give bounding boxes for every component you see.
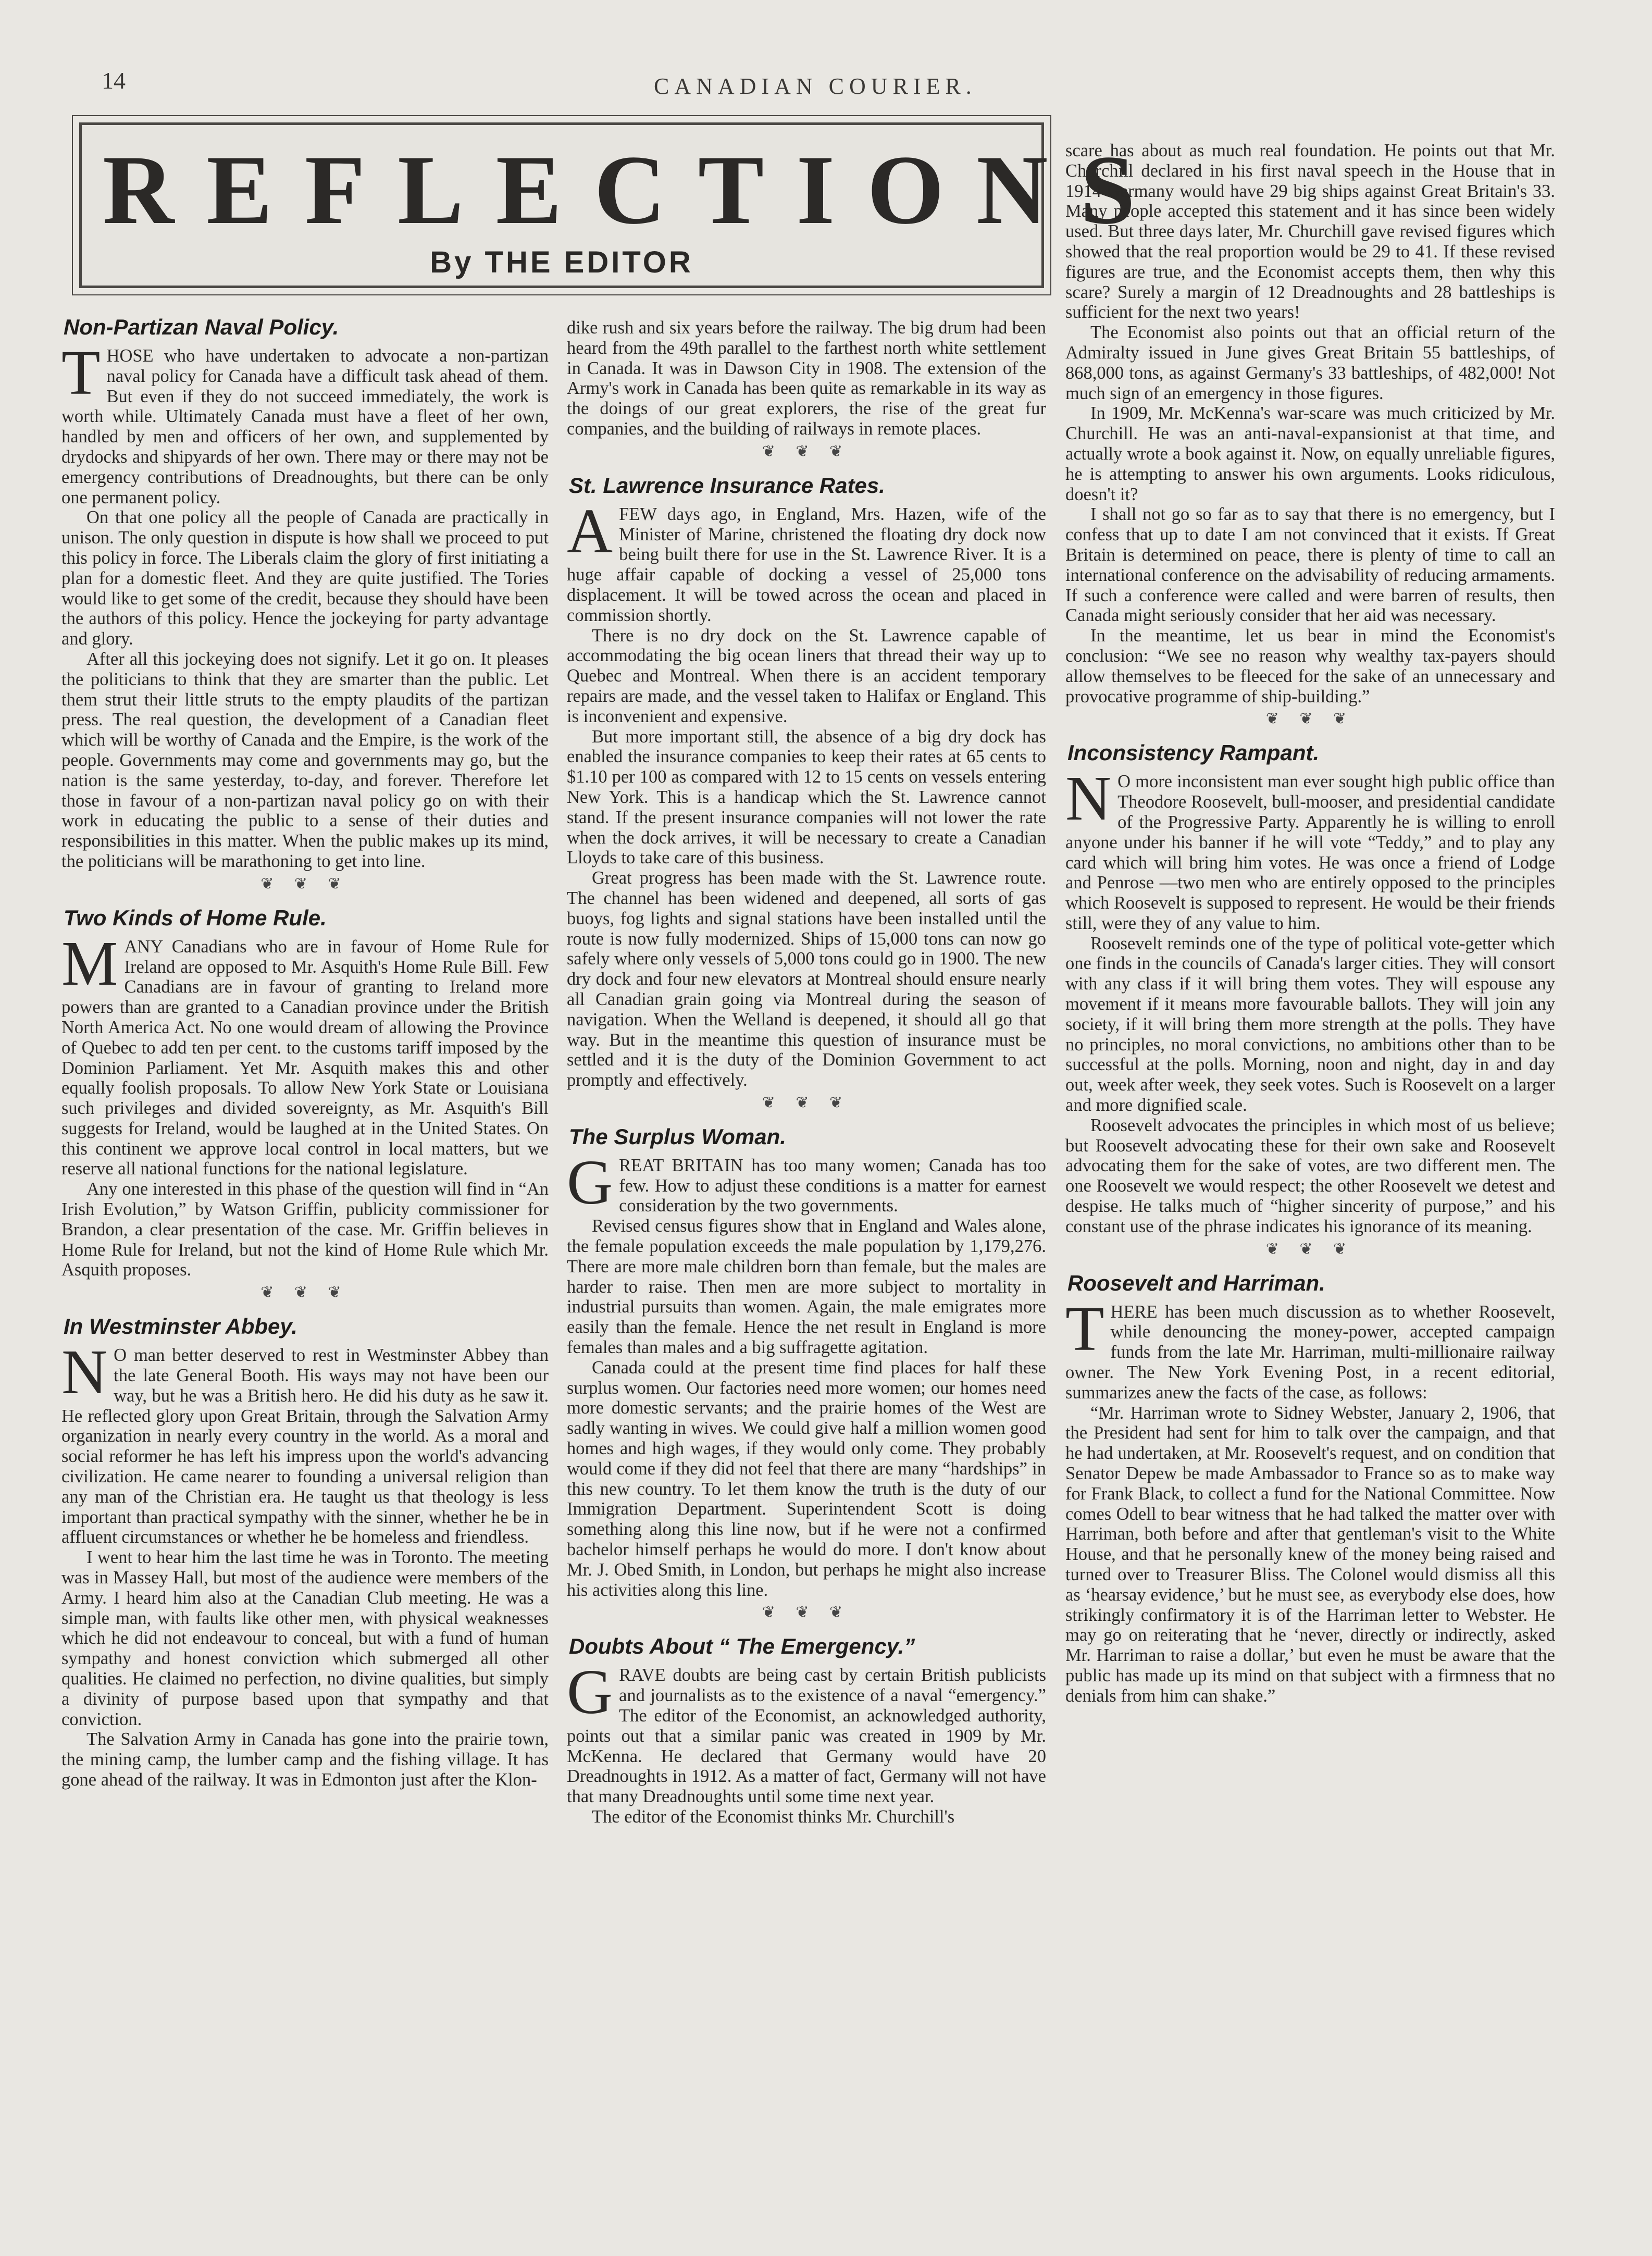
drop-cap: G (567, 1147, 613, 1218)
article-heading: Roosevelt and Harriman. (1067, 1270, 1325, 1295)
drop-cap: G (567, 1657, 613, 1728)
section-ornament: ❦ ❦ ❦ (260, 875, 350, 893)
article-paragraph (567, 1657, 1046, 1807)
article-paragraph (567, 495, 1046, 626)
paragraph-text: RAVE doubts are being cast by certain British publicists and journalists as to the existence of a naval “emergency.” The editor of the Economist, an acknowledged authority, points out that a similar panic was created in 1909 by Mr. McKenna. He declared that Germany would have 20 Dreadnoughts in 1912. As a matter of fact, Germany will not have that many Dreadnoughts until some time next year. (567, 1665, 1046, 1807)
article-paragraph: dike rush and six years before the railway. The big drum had been heard from the 49th parallel to the farthest north white settlement in Canada. It was in Dawson City in 1908. The extension of the Army's work in Canada has been quite as remarkable in its way as the doings of our great explorers, the rise of the great fur companies, and the building of railways in remote places. (567, 318, 1046, 439)
article-paragraph: The Economist also points out that an official return of the Admiralty issued in June gives Great Britain 55 battleships, of 868,000 tons, as against Germany's 33 battleships, of 482,000! Not much sign of an emergency in those figures. (1065, 323, 1555, 403)
article-paragraph: Canada could at the present time find places for half these surplus women. Our factories need more women; our homes need more domestic servants; and the prairie homes of the West are sadly wanting in wives. We could give half a million women good homes and high wages, if they would only come. They probably would come if they did not feel that there are many “hardships” in this new country. To let them know the truth is the duty of our Immigration Department. Superintendent Scott is doing something along this line now, but if he were not a confirmed bachelor himself perhaps he would do more. I don't know about Mr. J. Obed Smith, in London, but perhaps he might also increase his activities along this line. (567, 1357, 1046, 1600)
article-heading: In Westminster Abbey. (64, 1314, 297, 1339)
drop-cap: A (567, 495, 613, 566)
article-paragraph (61, 928, 549, 1180)
article-paragraph: There is no dry dock on the St. Lawrence capable of accommodating the big ocean liners that thread their way up to Quebec and Montreal. When there is an accident temporary repairs are made, and the vessel taken to Halifax or England. This is inconvenient and expensive. (567, 625, 1046, 726)
article-paragraph (1065, 1293, 1555, 1403)
article-paragraph: I went to hear him the last time he was in Toronto. The meeting was in Massey Hall, but most of the audience were members of the Army. I heard him also at the Canadian Club meeting. He was a simple man, with faults like other men, with physical weaknesses which he did not endeavour to conceal, but with a fund of human sympathy and honest conviction which submerged all other qualities. He claimed no perfection, no divine qualities, but simply a divinity of purpose based upon that sympathy and that conviction. (61, 1547, 549, 1729)
article-paragraph: The editor of the Economist thinks Mr. Churchill's (592, 1807, 955, 1827)
drop-cap: N (61, 1337, 108, 1408)
paragraph-text: HERE has been much discussion as to whether Roosevelt, while denouncing the money-power, accepted campaign funds from the late Mr. Harriman, multi-millionaire railway owner. The New York Evening Post, in a recent editorial, summarizes anew the facts of the case, as follows: (1065, 1301, 1555, 1403)
article-heading: The Surplus Woman. (569, 1124, 786, 1149)
article-paragraph: Roosevelt advocates the principles in which most of us believe; but Roosevelt advocating these for their own sake and Roosevelt advocating them for the sake of votes, are two different men. The one Roosevelt we would respect; the other Roosevelt we detest and despise. He talks much of “higher sincerity of purpose,” and his constant use of the phrase indicates his ignorance of its meaning. (1065, 1115, 1555, 1236)
page-number: 14 (102, 67, 126, 94)
column-1 (61, 302, 549, 1790)
article-paragraph: On that one policy all the people of Canada are practically in unison. The only question in dispute is how shall we proceed to put this policy in force. The Liberals claim the glory of first initiating a plan for a domestic fleet. And they are quite justified. The Tories would like to get some of the credit, because they should have been the authors of this policy. Hence the jockeying for party advantage and glory. (61, 507, 549, 649)
column-2 (567, 318, 1046, 1827)
article-paragraph (1065, 763, 1555, 933)
paragraph-text: ANY Canadians who are in favour of Home Rule for Ireland are opposed to Mr. Asquith's Home Rule Bill. Few Canadians are in favour of granting to Ireland more powers than are granted to a Canadian province under the British North America Act. No one would dream of allowing the Province of Quebec to add ten per cent. to the customs tariff imposed by the Dominion Parliament. Yet Mr. Asquith makes this and other equally foolish proposals. To allow New York State or Louisiana such privileges and divided sovereignty, as Mr. Asquith's Bill suggests for Ireland, would be laughed at in the United States. On this continent we approve local control in local matters, but we reserve all national functions for the national legislature. (61, 936, 549, 1179)
section-ornament: ❦ ❦ ❦ (762, 1604, 851, 1621)
article-paragraph: In 1909, Mr. McKenna's war-scare was much criticized by Mr. Churchill. He was an anti-naval-expansionist at that time, and actually wrote a book against it. Now, on equally unreliable figures, he is attempting to answer his own arguments. Looks ridiculous, doesn't it? (1065, 403, 1555, 504)
article-paragraph: scare has about as much real foundation. He points out that Mr. Churchill declared in his first naval speech in the House that in 1914 Germany would have 29 big ships against Great Britain's 33. Many people accepted this statement and it has since been widely used. But three days later, Mr. Churchill gave revised figures which showed that the real proportion would be 29 to 41. If these revised figures are true, and the Economist accepts them, then why this scare? Surely a margin of 12 Dreadnoughts and 28 battleships is sufficient for the next two years! (1065, 141, 1555, 323)
masthead-box (79, 122, 1168, 288)
drop-cap: T (61, 338, 101, 408)
section-ornament: ❦ ❦ ❦ (1265, 1240, 1355, 1258)
paragraph-text: O more inconsistent man ever sought high public office than Theodore Roosevelt, bull-mooser, and presidential candidate of the Progressive Party. Apparently he is willing to enroll anyone under his banner if he will vote “Teddy,” and to play any card which will bring him votes. He was once a friend of Lodge and Penrose —two men who are entirely opposed to the principles which Roosevelt is supposed to represent. He would be their friends still, were they of any value to him. (1065, 772, 1555, 933)
article-paragraph: “Mr. Harriman wrote to Sidney Webster, January 2, 1906, that the President had sent for him to talk over the campaign, and that he had undertaken, at Mr. Roosevelt's request, and on condition that Senator Depew be made Ambassador to France so as to make way for Frank Black, to collect a fund for the National Committee. Now comes Odell to bear witness that he had talked the matter over with Harriman, both before and after that gentleman's visit to the White House, and that he personally knew of the money being raised and turned over to Treasurer Bliss. The Colonel would dismiss all this as ‘hearsay evidence,’ but he must see, as everybody else does, how strikingly confirmatory it is of the Harriman letter to Webster. He may go on reiterating that he ‘never, directly or indirectly, asked Mr. Harriman to raise a dollar,’ but even he must be aware that the public has made up its mind on that subject with a firmness that no denials from him can shake.” (1065, 1403, 1555, 1706)
article-heading: Doubts About “ The Emergency.” (569, 1634, 915, 1659)
article-paragraph: Roosevelt reminds one of the type of political vote-getter which one finds in the councils of Canada's larger cities. They will consort with any class if it will bring them votes. They will espouse any movement if it means more favourable ballots. They will join any society, if it will bring them more strength at the polls. They have no principles, no moral convictions, no ambitions other than to be successful at the polls. Morning, noon and night, day in and day out, week after week, they seek votes. Such is Roosevelt on a larger and more dignified scale. (1065, 933, 1555, 1115)
article-heading: Non-Partizan Naval Policy. (64, 315, 339, 339)
section-ornament: ❦ ❦ ❦ (762, 442, 851, 460)
article-paragraph: But more important still, the absence of a big dry dock has enabled the insurance companies to keep their rates at 65 cents to $1.10 per 100 as compared with 12 to 15 cents on vessels entering New York. This is a handicap which the St. Lawrence cannot stand. If the present insurance companies will not lower the rate when the dock arrives, it will be necessary to create a Canadian Lloyds to take care of this business. (567, 726, 1046, 868)
article-paragraph: I shall not go so far as to say that there is no emergency, but I confess that up to date I am not convinced that it exists. If Great Britain is determined on peace, there is plenty of time to call an international conference on the advisability of reducing armaments. If such a conference were called and were barren of results, then Canada might seriously consider that her aid was necessary. (1065, 504, 1555, 626)
article-paragraph (61, 1337, 549, 1547)
article-paragraph (567, 1147, 1046, 1218)
section-ornament: ❦ ❦ ❦ (762, 1094, 851, 1111)
running-head: CANADIAN COURIER. (654, 73, 977, 99)
masthead-byline: By THE EDITOR (430, 245, 693, 279)
paragraph-text: O man better deserved to rest in Westminster Abbey than the late General Booth. His ways may not have been our way, but he was a British hero. He did his duty as he saw it. He reflected glory upon Great Britain, through the Salvation Army organization in nearly every country in the world. As a moral and social reformer he has left his impress upon the world's advancing civilization. He came nearer to founding a universal religion than any man of the Christian era. He taught us that theology is less important than practical sympathy with the sinner, whether he be in affluent circumstances or whether he be homeless and friendless. (61, 1345, 549, 1547)
article-paragraph: After all this jockeying does not signify. Let it go on. It pleases the politicians to think that they are smarter than the public. Let them strut their little struts to the empty plaudits of the partizan press. The real question, the development of a Canadian fleet which will be worthy of Canada and the Empire, is the work of the people. Governments may come and governments may go, but the nation is the same yesterday, to-day, and forever. Therefore let those in favour of a non-partizan naval policy go on with their work in educating the public to a sense of their duties and responsibilities in this matter. When the public makes up its mind, the politicians will be marathoning to get into line. (61, 649, 549, 871)
paragraph-text: HOSE who have undertaken to advocate a non-partizan naval policy for Canada have a difficult task ahead of them. But even if they do not succeed immediately, the work is worth while. Ultimately Canada must have a fleet of her own, handled by men and officers of her own, and supplemented by drydocks and shipyards of her own. There may or there may not be emergency contributions of Dreadnoughts, but there can be only one permanent policy. (61, 346, 549, 507)
article-paragraph: The Salvation Army in Canada has gone into the prairie town, the mining camp, the lumber camp and the fishing village. It has gone ahead of the railway. It was in Edmonton just after the Klon- (61, 1729, 549, 1790)
article-paragraph (61, 338, 549, 507)
drop-cap: T (1065, 1293, 1104, 1364)
drop-cap: M (61, 928, 118, 999)
paragraph-text: REAT BRITAIN has too many women; Canada has too few. How to adjust these conditions is a matter for earnest consideration by the two governments. (619, 1155, 1046, 1216)
article-paragraph: Revised census figures show that in England and Wales alone, the female population exceeds the male population by 1,179,276. There are more male children born than female, but the males are harder to raise. Then men are more subject to mortality in industrial pursuits than women. Again, the male emigrates more easily than the female. Hence the net result in England is more females than males and a big suffragette agitation. (567, 1216, 1046, 1358)
article-paragraph: Great progress has been made with the St. Lawrence route. The channel has been widened and deepened, all sorts of gas buoys, fog lights and signal stations have been installed until the route is now fully modernized. Ships of 15,000 tons can now go safely where only vessels of 5,000 tons could go in 1900. The new dry dock and four new elevators at Montreal should ensure nearly all Canadian grain going via Montreal during the season of navigation. When the Welland is deepened, it should all go that way. But in the meantime this question of insurance must be settled and it is the duty of the Dominion Government to act promptly and effectively. (567, 868, 1046, 1090)
section-ornament: ❦ ❦ ❦ (260, 1284, 350, 1301)
article-heading: Inconsistency Rampant. (1067, 740, 1320, 765)
article-paragraph: Any one interested in this phase of the question will find in “An Irish Evolution,” by Watson Griffin, publicity commissioner for Brandon, a clear presentation of the case. Mr. Griffin believes in Home Rule for Ireland, but not the kind of Home Rule which Mr. Asquith proposes. (61, 1179, 549, 1280)
masthead-title: REFLECTIONS (103, 135, 1168, 245)
column-3 (1065, 141, 1555, 1706)
drop-cap: N (1065, 763, 1112, 834)
article-heading: St. Lawrence Insurance Rates. (569, 473, 885, 498)
article-heading: Two Kinds of Home Rule. (64, 905, 327, 930)
section-ornament: ❦ ❦ ❦ (1265, 710, 1355, 728)
paragraph-text: FEW days ago, in England, Mrs. Hazen, wife of the Minister of Marine, christened the floating dry dock now being built there for use in the St. Lawrence River. It is a huge affair capable of docking a vessel of 25,000 tons displacement. It will be towed across the ocean and placed in commission shortly. (567, 504, 1046, 625)
article-paragraph: In the meantime, let us bear in mind the Economist's conclusion: “We see no reason why wealthy tax-payers should allow themselves to be fleeced for the sake of an unnecessary and provocative programme of ship-building.” (1065, 626, 1555, 706)
